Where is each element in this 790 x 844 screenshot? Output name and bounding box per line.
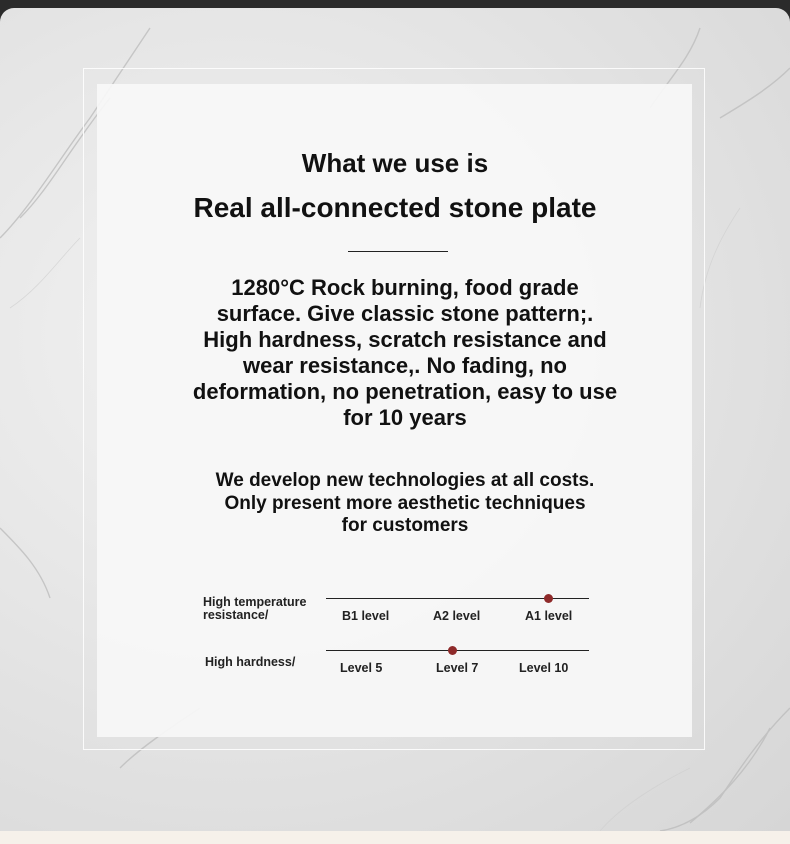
rating-level-label: Level 5 bbox=[340, 661, 383, 675]
rating-level-label: Level 7 bbox=[436, 661, 479, 675]
rating-marker bbox=[544, 594, 553, 603]
heading-line-2: Real all-connected stone plate bbox=[193, 192, 597, 223]
rating-level-label: A2 level bbox=[433, 609, 481, 623]
rating-scale-line bbox=[326, 650, 589, 651]
description-text: 1280°C Rock burning, food grade surface. Give classic stone pattern;. High hardness, scratch resistance and wear resistance,. No fading, no deformation, no penetration, easy to use for 10 years bbox=[192, 275, 618, 430]
rating-level-label: Level 10 bbox=[519, 661, 569, 675]
divider bbox=[348, 251, 448, 252]
rating-label: High hardness/ bbox=[205, 655, 296, 669]
tagline-text: We develop new technologies at all costs. Only present more aesthetic techniques for customers bbox=[215, 470, 595, 536]
rating-level-label: A1 level bbox=[525, 609, 573, 623]
rating-level-label: B1 level bbox=[342, 609, 390, 623]
rating-marker bbox=[448, 646, 457, 655]
rating-label: High temperature resistance/ bbox=[203, 595, 307, 622]
heading-line-1: What we use is bbox=[301, 148, 489, 178]
bottom-strip bbox=[0, 831, 790, 844]
